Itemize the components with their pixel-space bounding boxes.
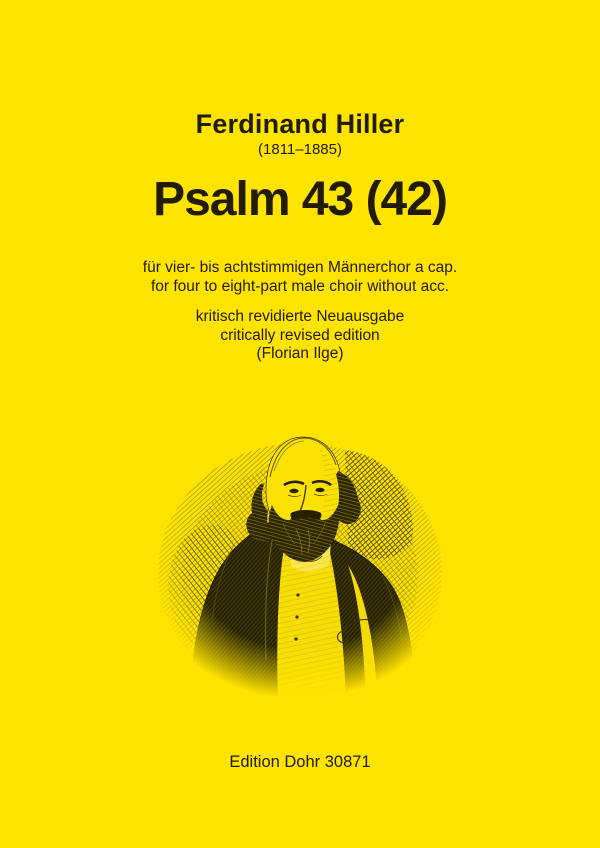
- edition-note-block: [0, 308, 600, 364]
- portrait-illustration: [150, 424, 450, 706]
- scoring-german: für vier- bis achtstimmigen Männerchor a cap.: [142, 259, 458, 276]
- edition-editor: (Florian Ilge): [256, 345, 344, 362]
- composer-dates: (1811–1885): [258, 141, 342, 158]
- edition-note-english: critically revised edition: [220, 326, 380, 344]
- scoring-block: [0, 258, 600, 296]
- work-title: Psalm 43 (42): [153, 173, 447, 226]
- scoring-english: for four to eight-part male choir without acc.: [150, 278, 450, 295]
- composer-name: Ferdinand Hiller: [195, 109, 405, 139]
- edition-number: Edition Dohr 30871: [229, 753, 371, 771]
- edition-note-german: kritisch revidierte Neuausgabe: [195, 308, 405, 325]
- composer-portrait-engraving: [150, 424, 450, 706]
